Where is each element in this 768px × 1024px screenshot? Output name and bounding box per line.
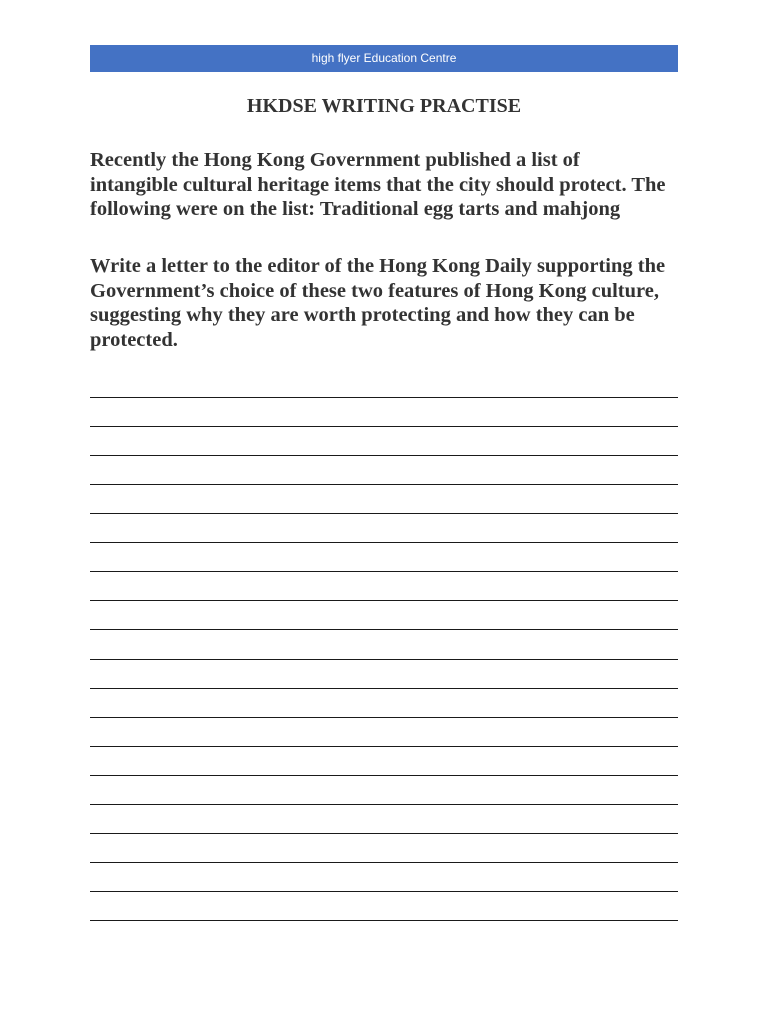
worksheet-title: HKDSE WRITING PRACTISE	[246, 95, 522, 117]
prompt-line: Write a letter to the editor of the Hong Kong Daily supporting the	[90, 255, 666, 277]
writing-line	[90, 717, 678, 718]
writing-line	[90, 862, 678, 863]
prompt-line: following were on the list: Traditional egg tarts and mahjong	[90, 198, 621, 220]
writing-line	[90, 688, 678, 689]
writing-line	[90, 571, 678, 572]
writing-line	[90, 629, 678, 630]
writing-line	[90, 746, 678, 747]
writing-line	[90, 426, 678, 427]
prompt-line: Government’s choice of these two features of Hong Kong culture,	[90, 279, 659, 302]
prompt-paragraph-context	[90, 148, 690, 222]
header-banner	[90, 45, 678, 72]
writing-line	[90, 542, 678, 543]
prompt-line: Recently the Hong Kong Government published a list of	[90, 149, 580, 171]
writing-line	[90, 455, 678, 456]
writing-line	[90, 833, 678, 834]
prompt-line: protected.	[90, 328, 178, 351]
writing-line	[90, 920, 678, 921]
banner-text: high flyer Education Centre	[311, 51, 457, 65]
writing-line	[90, 804, 678, 805]
prompt-line: intangible cultural heritage items that the city should protect. The	[90, 173, 666, 196]
writing-line	[90, 775, 678, 776]
prompt-line: suggesting why they are worth protecting and how they can be	[90, 304, 635, 326]
writing-line	[90, 513, 678, 514]
prompt-paragraph-task	[90, 254, 690, 352]
writing-line	[90, 659, 678, 660]
writing-line	[90, 600, 678, 601]
writing-lines-area	[90, 397, 678, 937]
writing-line	[90, 484, 678, 485]
writing-line	[90, 891, 678, 892]
writing-line	[90, 397, 678, 398]
